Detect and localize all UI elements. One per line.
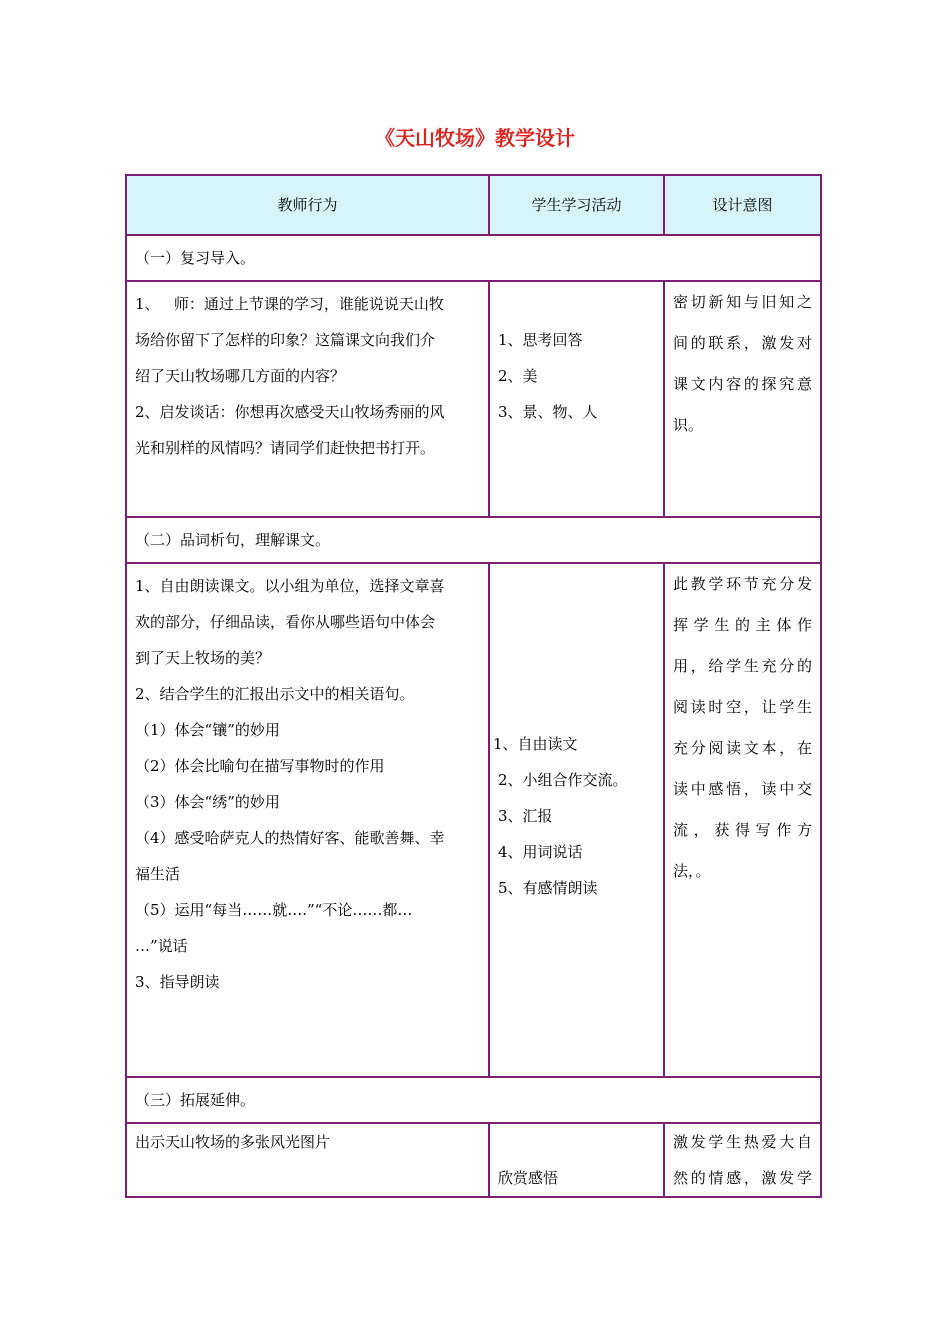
text-line: 间的联系，激发对 <box>673 334 812 352</box>
text-line: 3、汇报 <box>498 807 553 825</box>
text-line: （2）体会比喻句在描写事物时的作用 <box>135 757 385 775</box>
text-line: 充分阅读文本，在 <box>673 739 812 757</box>
text-line: 3、景、物、人 <box>498 403 598 421</box>
text-line: 光和别样的风情吗？请同学们赶快把书打开。 <box>135 439 436 457</box>
student-activity-cell <box>489 1123 664 1197</box>
text-line: 阅读时空，让学生 <box>673 698 812 716</box>
header-design-intent: 设计意图 <box>664 175 821 235</box>
text-line: 2、小组合作交流。 <box>498 771 628 789</box>
section-content-row <box>126 281 821 517</box>
lesson-plan-table <box>125 174 822 1198</box>
text-line: （5）运用“每当……就….”“不论……都… <box>135 901 413 919</box>
text-line: 1、思考回答 <box>498 331 583 349</box>
text-line: 2、结合学生的汇报出示文中的相关语句。 <box>135 685 415 703</box>
teacher-behavior-cell <box>126 563 489 1077</box>
text-line: 绍了天山牧场哪几方面的内容？ <box>135 367 346 385</box>
document-title: 《天山牧场》教学设计 <box>375 126 575 150</box>
text-line: 激发学生热爱大自 <box>673 1133 812 1151</box>
text-line: 用，给学生充分的 <box>673 657 812 675</box>
text-line: 欢的部分，仔细品读，看你从哪些语句中体会 <box>135 613 436 631</box>
teacher-behavior-cell <box>126 281 489 517</box>
section-heading: （一）复习导入。 <box>126 235 821 281</box>
text-line: 4、用词说话 <box>498 843 583 861</box>
text-line: 1、自由读文 <box>493 735 578 753</box>
text-line: 1、 师：通过上节课的学习，谁能说说天山牧 <box>135 295 444 313</box>
section-content-row <box>126 563 821 1077</box>
text-line: 到了天上牧场的美？ <box>135 649 271 667</box>
text-line: 欣赏感悟 <box>498 1169 559 1187</box>
text-line: 出示天山牧场的多张风光图片 <box>135 1133 331 1151</box>
text-line: 法，。 <box>673 862 711 880</box>
text-line: 课文内容的探究意 <box>673 375 812 393</box>
design-intent-cell <box>664 563 821 1077</box>
text-line: 密切新知与旧知之 <box>673 293 812 311</box>
student-activity-cell <box>489 563 664 1077</box>
table-header-row <box>126 175 821 235</box>
text-line: 然的情感，激发学 <box>673 1169 812 1187</box>
section-content-row <box>126 1123 821 1197</box>
text-line: 识。 <box>673 416 704 434</box>
text-line: 此教学环节充分发 <box>673 575 812 593</box>
section-heading-row <box>126 517 821 563</box>
text-line: 5、有感情朗读 <box>498 879 598 897</box>
text-line: 场给你留下了怎样的印象？这篇课文向我们介 <box>135 331 436 349</box>
text-line: 福生活 <box>135 865 181 883</box>
text-line: 1、自由朗读课文。以小组为单位，选择文章喜 <box>135 577 445 595</box>
text-line: 流，获得写作方 <box>673 821 812 839</box>
design-intent-cell <box>664 1123 821 1197</box>
text-line: （3）体会“绣”的妙用 <box>135 793 280 811</box>
text-line: 2、启发谈话：你想再次感受天山牧场秀丽的风 <box>135 403 445 421</box>
section-heading: （三）拓展延伸。 <box>126 1077 821 1123</box>
section-heading-row <box>126 235 821 281</box>
text-line: …”说话 <box>135 937 188 955</box>
section-heading-row <box>126 1077 821 1123</box>
teacher-behavior-cell <box>126 1123 489 1197</box>
design-intent-cell <box>664 281 821 517</box>
text-line: 读中感悟，读中交 <box>673 780 812 798</box>
text-line: （1）体会“镶”的妙用 <box>135 721 280 739</box>
header-teacher-behavior: 教师行为 <box>126 175 489 235</box>
header-student-activity: 学生学习活动 <box>489 175 664 235</box>
text-line: 3、指导朗读 <box>135 973 220 991</box>
section-heading: （二）品词析句，理解课文。 <box>126 517 821 563</box>
student-activity-cell <box>489 281 664 517</box>
text-line: 挥学生的主体作 <box>673 616 812 634</box>
text-line: （4）感受哈萨克人的热情好客、能歌善舞、幸 <box>135 829 445 847</box>
text-line: 2、美 <box>498 367 538 385</box>
